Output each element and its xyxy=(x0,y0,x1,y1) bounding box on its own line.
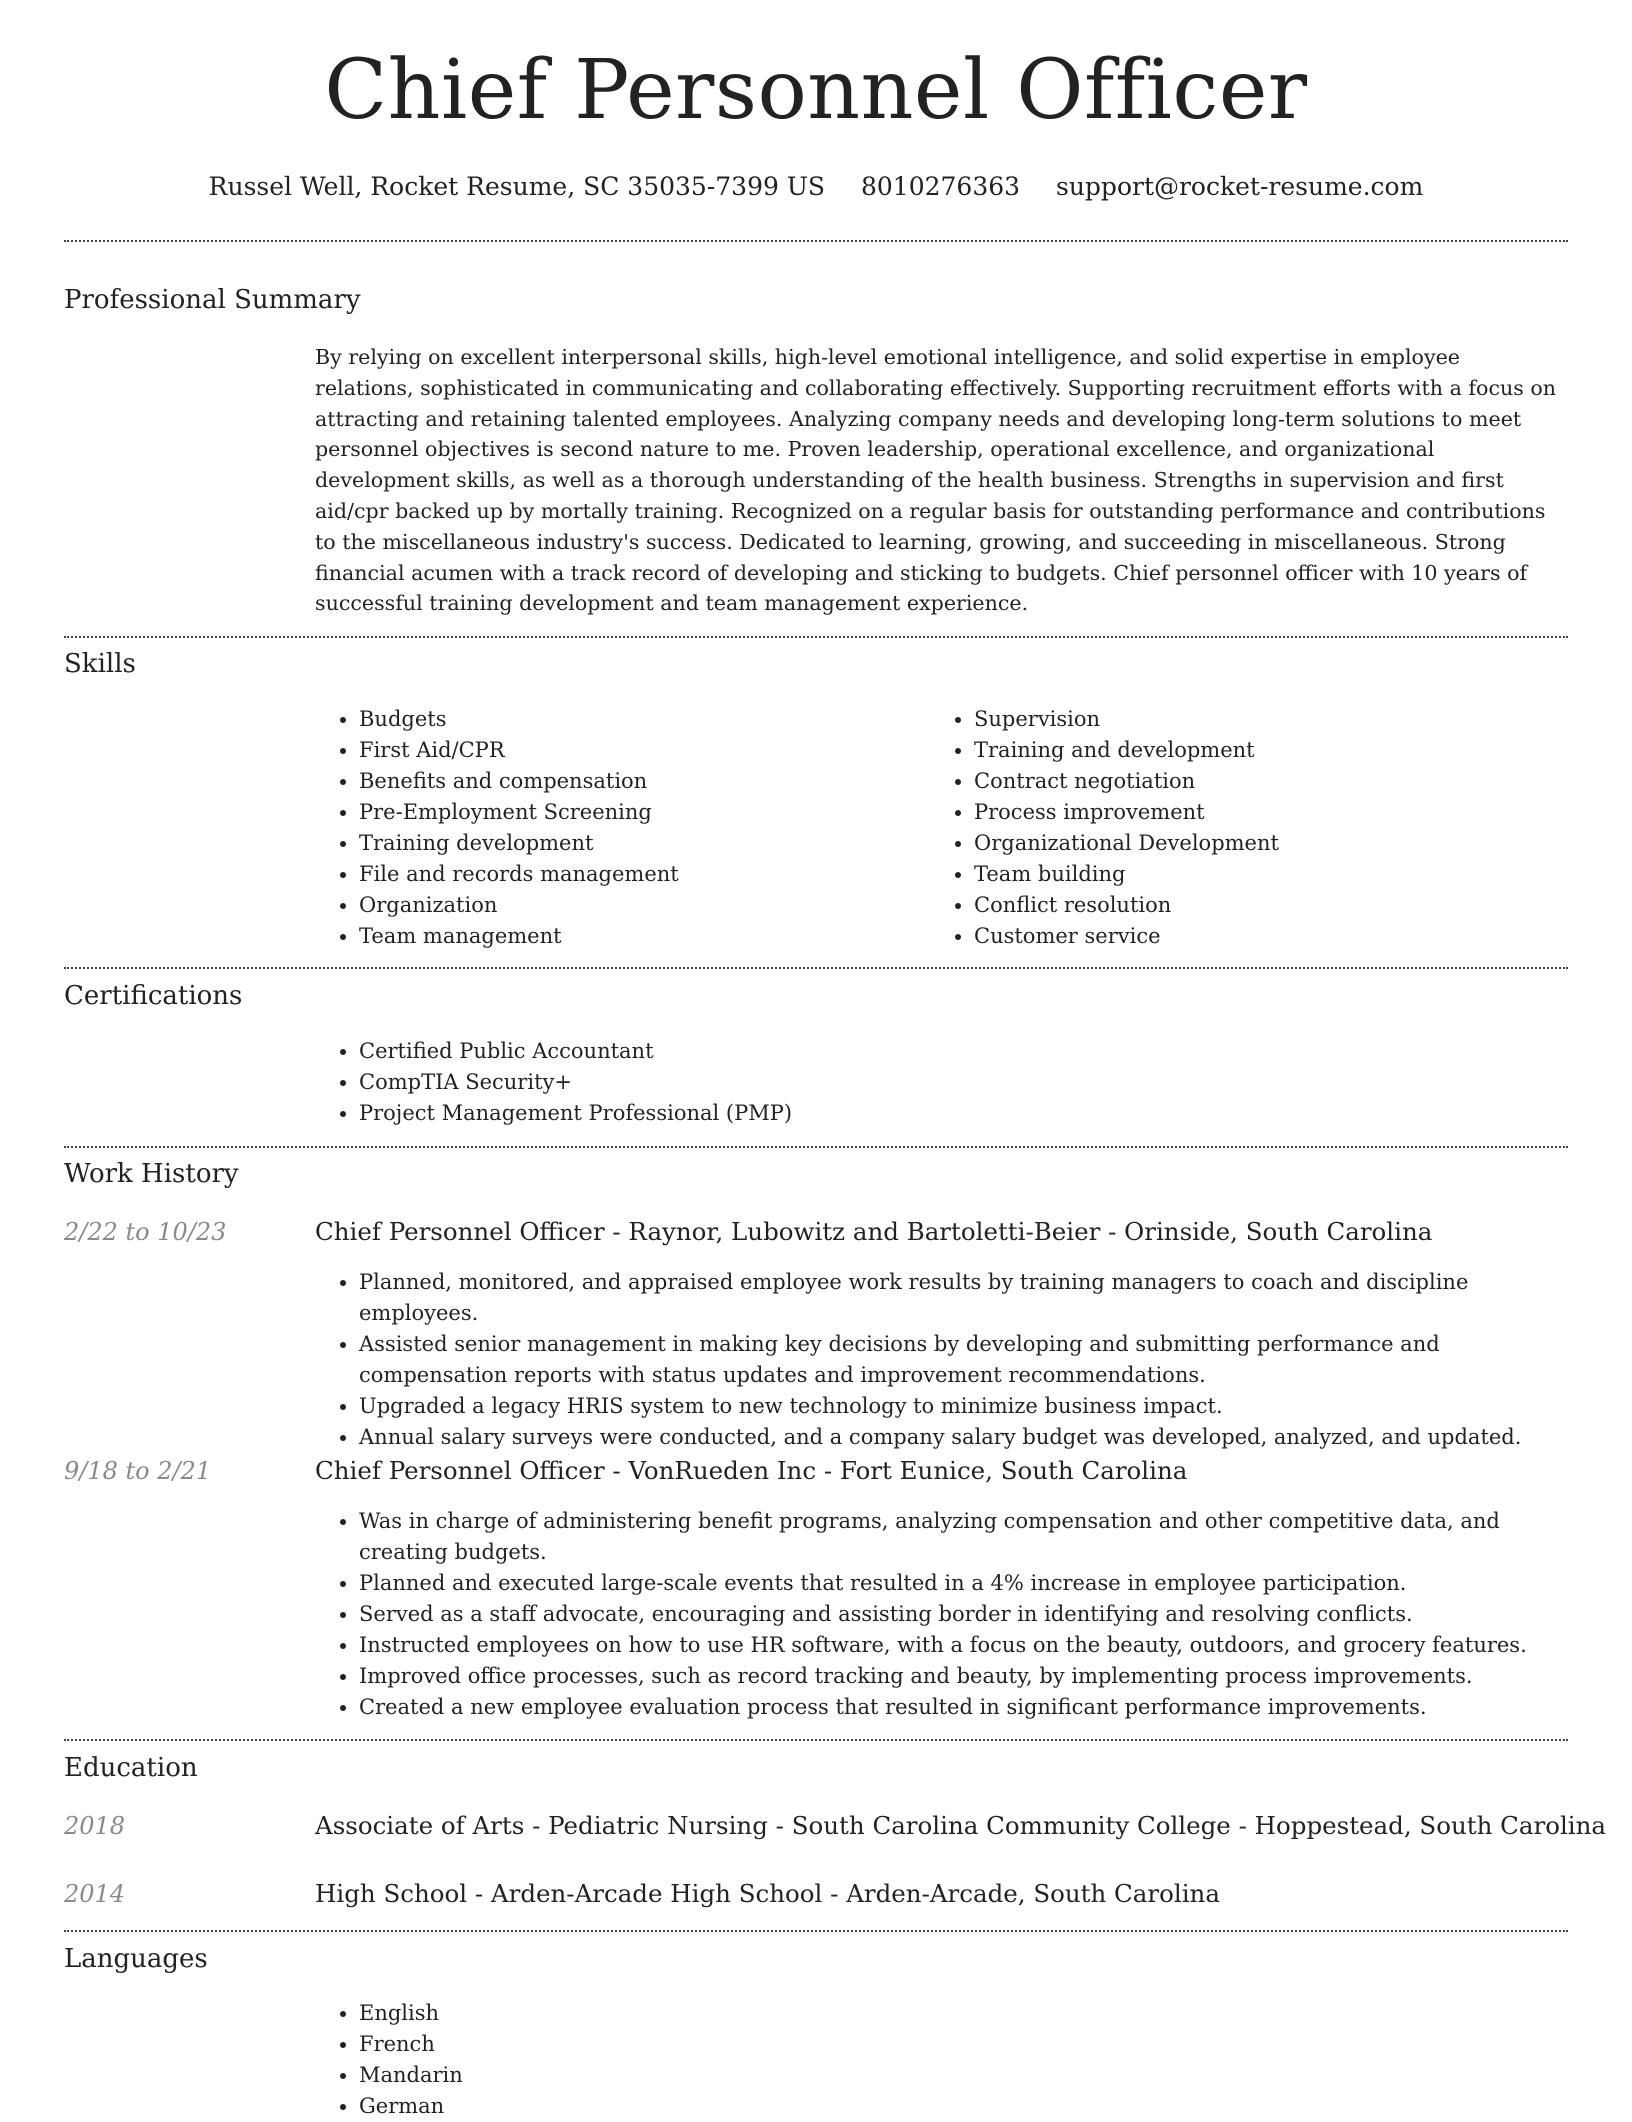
education-year: 2014 xyxy=(64,1880,126,1908)
list-item: • Organization xyxy=(359,890,919,921)
list-item: • Process improvement xyxy=(974,797,1574,828)
page-title: Chief Personnel Officer xyxy=(324,43,1308,138)
list-item: • French xyxy=(359,2029,959,2060)
list-item: • Team management xyxy=(359,921,919,952)
list-item: • Pre-Employment Screening xyxy=(359,797,919,828)
job-dates: 2/22 to 10/23 xyxy=(64,1218,227,1246)
list-item: • Organizational Development xyxy=(974,828,1574,859)
section-title-skills: Skills xyxy=(64,649,136,679)
list-item: • German xyxy=(359,2091,959,2122)
divider xyxy=(64,1146,1568,1148)
skills-list-right xyxy=(930,704,1574,952)
job-heading xyxy=(315,1456,1187,1485)
job-title: Chief Personnel Officer xyxy=(315,1456,605,1485)
divider xyxy=(64,1739,1568,1741)
job-heading xyxy=(315,1217,1432,1246)
contact-line xyxy=(0,172,1632,202)
contact-phone: 8010276363 xyxy=(860,172,1021,201)
divider xyxy=(64,1930,1568,1932)
job-bullets xyxy=(315,1267,1589,1453)
list-item: • Annual salary surveys were conducted, and a company salary budget was developed, analyzed, and updated. xyxy=(359,1422,1589,1453)
job-employer: - Raynor, Lubowitz and Bartoletti-Beier - Orinside, South Carolina xyxy=(604,1217,1433,1246)
list-item: • Planned, monitored, and appraised employee work results by training managers to coach and discipline employees. xyxy=(359,1267,1589,1329)
contact-address: Russel Well, Rocket Resume, SC 35035-7399 US xyxy=(208,172,826,201)
section-title-languages: Languages xyxy=(64,1944,208,1974)
list-item: • File and records management xyxy=(359,859,919,890)
list-item: • Planned and executed large-scale events that resulted in a 4% increase in employee participation. xyxy=(359,1568,1589,1599)
list-item: • CompTIA Security+ xyxy=(359,1067,1559,1098)
list-item: • Supervision xyxy=(974,704,1574,735)
list-item: • Training and development xyxy=(974,735,1574,766)
list-item: • Certified Public Accountant xyxy=(359,1036,1559,1067)
list-item: • Created a new employee evaluation process that resulted in significant performance improvements. xyxy=(359,1692,1589,1723)
job-bullets xyxy=(315,1506,1589,1723)
list-item: • Project Management Professional (PMP) xyxy=(359,1098,1559,1129)
job-dates: 9/18 to 2/21 xyxy=(64,1457,212,1485)
section-title-certifications: Certifications xyxy=(64,981,243,1011)
education-entry: Associate of Arts - Pediatric Nursing - South Carolina Community College - Hoppestead, South Carolina xyxy=(315,1811,1607,1840)
list-item: • Team building xyxy=(974,859,1574,890)
section-title-education: Education xyxy=(64,1753,198,1783)
list-item: • Instructed employees on how to use HR software, with a focus on the beauty, outdoors, and grocery features. xyxy=(359,1630,1589,1661)
education-entry: High School - Arden-Arcade High School - Arden-Arcade, South Carolina xyxy=(315,1879,1220,1908)
list-item: • First Aid/CPR xyxy=(359,735,919,766)
divider xyxy=(64,240,1568,242)
list-item: • Was in charge of administering benefit programs, analyzing compensation and other competitive data, and creating budgets. xyxy=(359,1506,1589,1568)
education-year: 2018 xyxy=(64,1812,126,1840)
languages-list xyxy=(315,1998,959,2122)
job-title: Chief Personnel Officer xyxy=(315,1217,605,1246)
divider xyxy=(64,967,1568,969)
summary-text: By relying on excellent interpersonal skills, high-level emotional intelligence, and solid expertise in employee relations, sophisticated in communicating and collaborating effectively. Supporting recruitment efforts with a focus on attracting and retaining talented employees. Analyzing company needs and developing long-term solutions to meet personnel objectives is second nature to me. Proven leadership, operational excellence, and organizational development skills, as well as a thorough understanding of the health business. Strengths in supervision and first aid/cpr backed up by mortally training. Recognized on a regular basis for outstanding performance and contributions to the miscellaneous industry's success. Dedicated to learning, growing, and succeeding in miscellaneous. Strong financial acumen with a track record of developing and sticking to budgets. Chief personnel officer with 10 years of successful training development and team management experience. xyxy=(315,345,1557,616)
divider xyxy=(64,636,1568,638)
list-item: • Improved office processes, such as record tracking and beauty, by implementing process improvements. xyxy=(359,1661,1589,1692)
list-item: • Mandarin xyxy=(359,2060,959,2091)
list-item: • Conflict resolution xyxy=(974,890,1574,921)
list-item: • English xyxy=(359,1998,959,2029)
list-item: • Budgets xyxy=(359,704,919,735)
certifications-list xyxy=(315,1036,1559,1129)
contact-email: support@rocket-resume.com xyxy=(1056,172,1424,201)
list-item: • Benefits and compensation xyxy=(359,766,919,797)
job-employer: - VonRueden Inc - Fort Eunice, South Carolina xyxy=(604,1456,1188,1485)
section-title-summary: Professional Summary xyxy=(64,285,361,315)
list-item: • Customer service xyxy=(974,921,1574,952)
list-item: • Upgraded a legacy HRIS system to new technology to minimize business impact. xyxy=(359,1391,1589,1422)
list-item: • Training development xyxy=(359,828,919,859)
list-item: • Assisted senior management in making key decisions by developing and submitting performance and compensation reports with status updates and improvement recommendations. xyxy=(359,1329,1589,1391)
list-item: • Contract negotiation xyxy=(974,766,1574,797)
section-title-work-history: Work History xyxy=(64,1159,239,1189)
skills-list-left xyxy=(315,704,919,952)
list-item: • Served as a staff advocate, encouraging and assisting border in identifying and resolving conflicts. xyxy=(359,1599,1589,1630)
